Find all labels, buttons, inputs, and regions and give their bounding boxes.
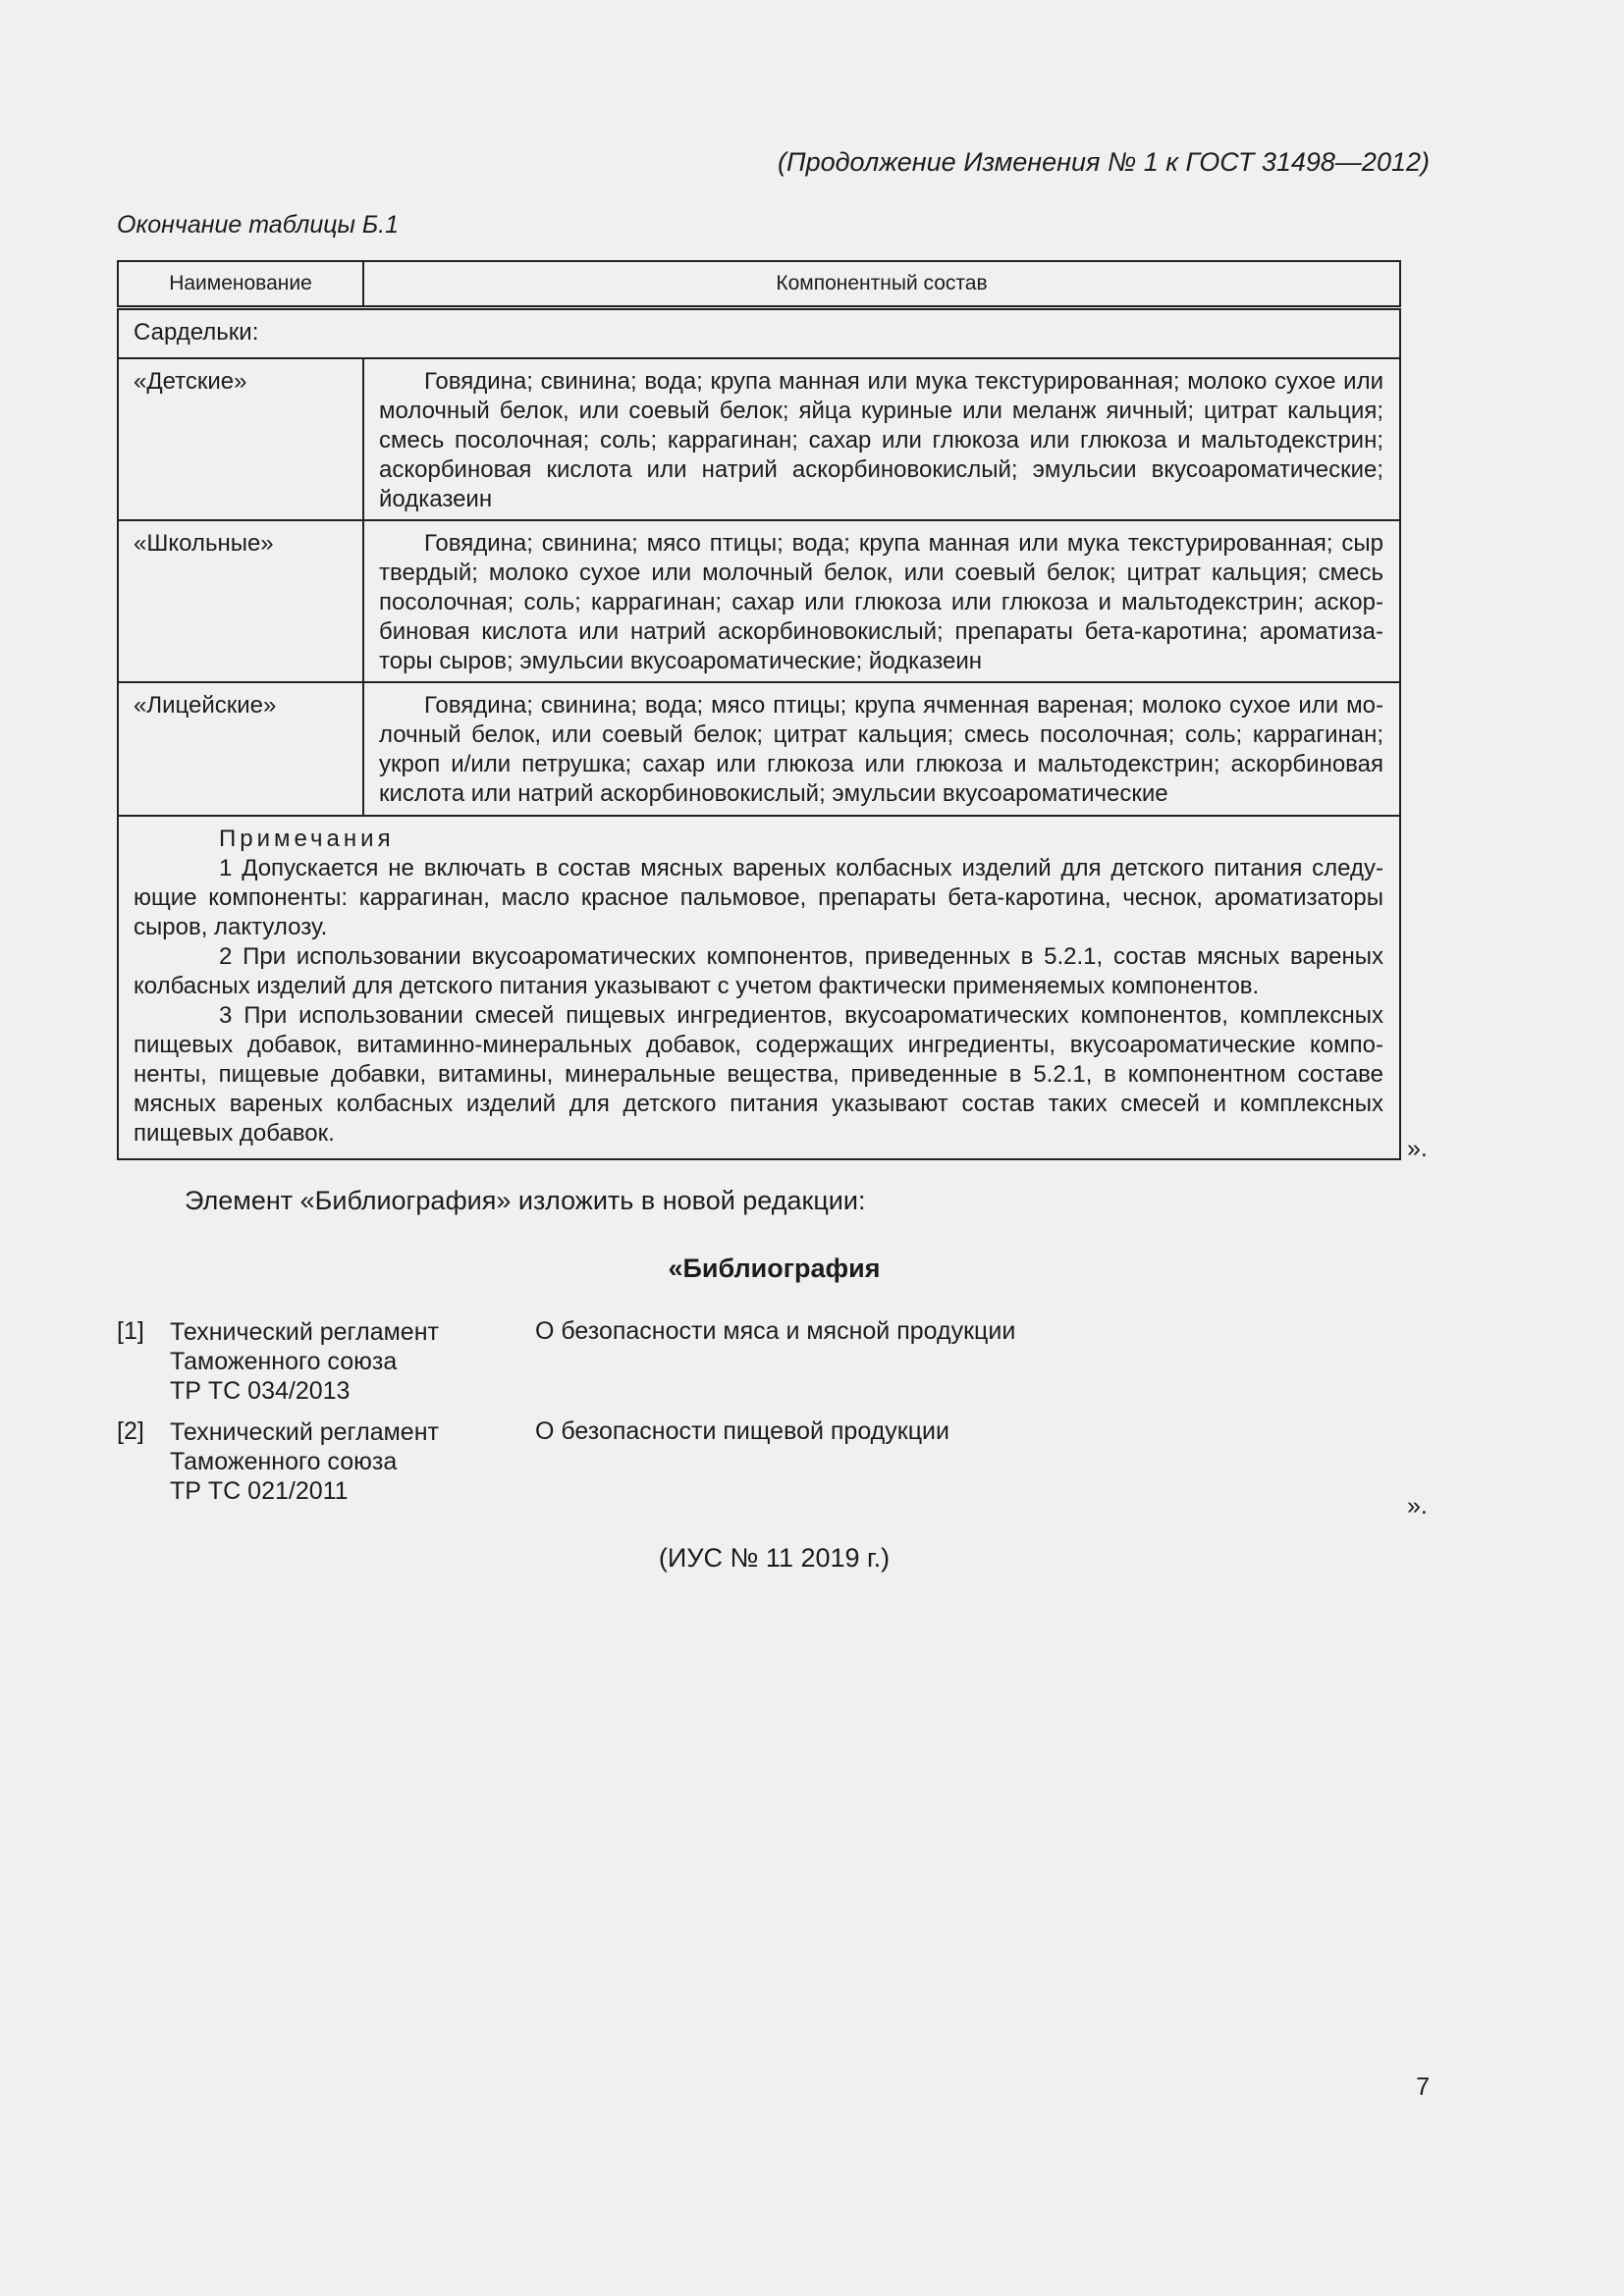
table-row bbox=[118, 358, 1400, 520]
composition-line: кислота или натрий аскорбиновокислый; эмульсии вкусоароматические bbox=[379, 780, 1168, 807]
table-closing-quote: ». bbox=[1407, 1135, 1428, 1162]
notes-title: Примечания bbox=[219, 826, 395, 852]
regulation-line: ТР ТС 021/2011 bbox=[170, 1477, 349, 1505]
table-notes bbox=[118, 816, 1400, 1159]
bibliography-entry-title: О безопасности пищевой продукции bbox=[535, 1417, 949, 1445]
bibliography-entry-number: [2] bbox=[117, 1417, 144, 1445]
note-line: ющие компоненты: каррагинан, масло красное пальмовое, препараты бета-каротина, чеснок, ароматизаторы bbox=[134, 884, 1383, 911]
product-composition bbox=[363, 520, 1400, 682]
table-row bbox=[118, 682, 1400, 816]
bibliography-entry-number: [1] bbox=[117, 1317, 144, 1345]
table-row bbox=[118, 520, 1400, 682]
composition-table bbox=[117, 260, 1401, 1160]
regulation-line: Технический регламент bbox=[170, 1418, 439, 1446]
composition-line: Говядина; свинина; мясо птицы; вода; крупа манная или мука текстурированная; сыр bbox=[424, 530, 1383, 557]
document-header-title: (Продолжение Изменения № 1 к ГОСТ 31498—2012) bbox=[778, 147, 1430, 177]
page-number: 7 bbox=[1416, 2073, 1430, 2101]
regulation-line: ТР ТС 034/2013 bbox=[170, 1377, 351, 1405]
composition-line: Говядина; свинина; вода; мясо птицы; крупа ячменная вареная; молоко сухое или мо- bbox=[424, 692, 1383, 719]
product-composition bbox=[363, 358, 1400, 520]
table-notes-row bbox=[118, 816, 1400, 1159]
composition-line: лочный белок, или соевый белок; цитрат кальция; смесь посолочная; соль; каррагинан; bbox=[379, 721, 1383, 748]
note-line: колбасных изделий для детского питания указывают с учетом фактически применяемых компонентов. bbox=[134, 973, 1260, 999]
product-composition bbox=[363, 682, 1400, 816]
composition-line: биновая кислота или натрий аскорбиновокислый; препараты бета-каротина; ароматиза- bbox=[379, 618, 1383, 645]
column-header-composition: Компонентный состав bbox=[363, 261, 1400, 308]
note-line: мясных вареных колбасных изделий для детского питания указывают состав таких смесей и комплексных bbox=[134, 1091, 1383, 1117]
bibliography-entry-regulation bbox=[170, 1317, 439, 1406]
ius-reference: (ИУС № 11 2019 г.) bbox=[658, 1543, 891, 1573]
table-section-row bbox=[118, 308, 1400, 359]
composition-line: йодказеин bbox=[379, 486, 493, 512]
composition-line: торы сыров; эмульсии вкусоароматические; йодказеин bbox=[379, 648, 982, 674]
note-line: 1 Допускается не включать в состав мясных вареных колбасных изделий для детского питания следу- bbox=[219, 855, 1383, 881]
composition-line: аскорбиновая кислота или натрий аскорбиновокислый; эмульсии вкусоароматические; bbox=[379, 456, 1383, 483]
table-caption: Окончание таблицы Б.1 bbox=[117, 211, 399, 239]
note-line: ненты, пищевые добавки, витамины, минеральные вещества, приведенные в 5.2.1, в компонентном составе bbox=[134, 1061, 1383, 1088]
section-label: Сардельки: bbox=[118, 308, 1400, 359]
table-header-row bbox=[118, 261, 1400, 308]
bibliography-instruction: Элемент «Библиография» изложить в новой редакции: bbox=[185, 1186, 866, 1215]
bibliography-heading: «Библиография bbox=[668, 1254, 881, 1283]
bibliography-entry-regulation bbox=[170, 1417, 439, 1506]
note-line: пищевых добавок. bbox=[134, 1120, 335, 1147]
product-name: «Детские» bbox=[118, 358, 363, 520]
composition-line: молочный белок, или соевый белок; яйца куриные или меланж яичный; цитрат кальция; bbox=[379, 398, 1383, 424]
column-header-name: Наименование bbox=[118, 261, 363, 308]
regulation-line: Технический регламент bbox=[170, 1318, 439, 1346]
note-line: 3 При использовании смесей пищевых ингредиентов, вкусоароматических компонентов, комплексных bbox=[219, 1002, 1383, 1029]
bibliography-entry-title: О безопасности мяса и мясной продукции bbox=[535, 1317, 1016, 1345]
composition-line: укроп и/или петрушка; сахар или глюкоза или глюкоза и мальтодекстрин; аскорбиновая bbox=[379, 751, 1383, 777]
composition-line: твердый; молоко сухое или молочный белок, или соевый белок; цитрат кальция; смесь bbox=[379, 560, 1383, 586]
note-line: сыров, лактулозу. bbox=[134, 914, 328, 940]
product-name: «Лицейские» bbox=[118, 682, 363, 816]
bibliography-closing-quote: ». bbox=[1407, 1492, 1428, 1520]
note-line: 2 При использовании вкусоароматических компонентов, приведенных в 5.2.1, состав мясных вареных bbox=[219, 943, 1383, 970]
composition-line: посолочная; соль; каррагинан; сахар или глюкоза или глюкоза и мальтодекстрин; аскор- bbox=[379, 589, 1383, 615]
composition-line: смесь посолочная; соль; каррагинан; сахар или глюкоза или глюкоза и мальтодекстрин; bbox=[379, 427, 1383, 454]
note-line: пищевых добавок, витаминно-минеральных добавок, содержащих ингредиенты, вкусоароматические компо- bbox=[134, 1032, 1383, 1058]
regulation-line: Таможенного союза bbox=[170, 1348, 398, 1375]
regulation-line: Таможенного союза bbox=[170, 1448, 398, 1475]
product-name: «Школьные» bbox=[118, 520, 363, 682]
composition-line: Говядина; свинина; вода; крупа манная или мука текстурированная; молоко сухое или bbox=[424, 368, 1383, 395]
